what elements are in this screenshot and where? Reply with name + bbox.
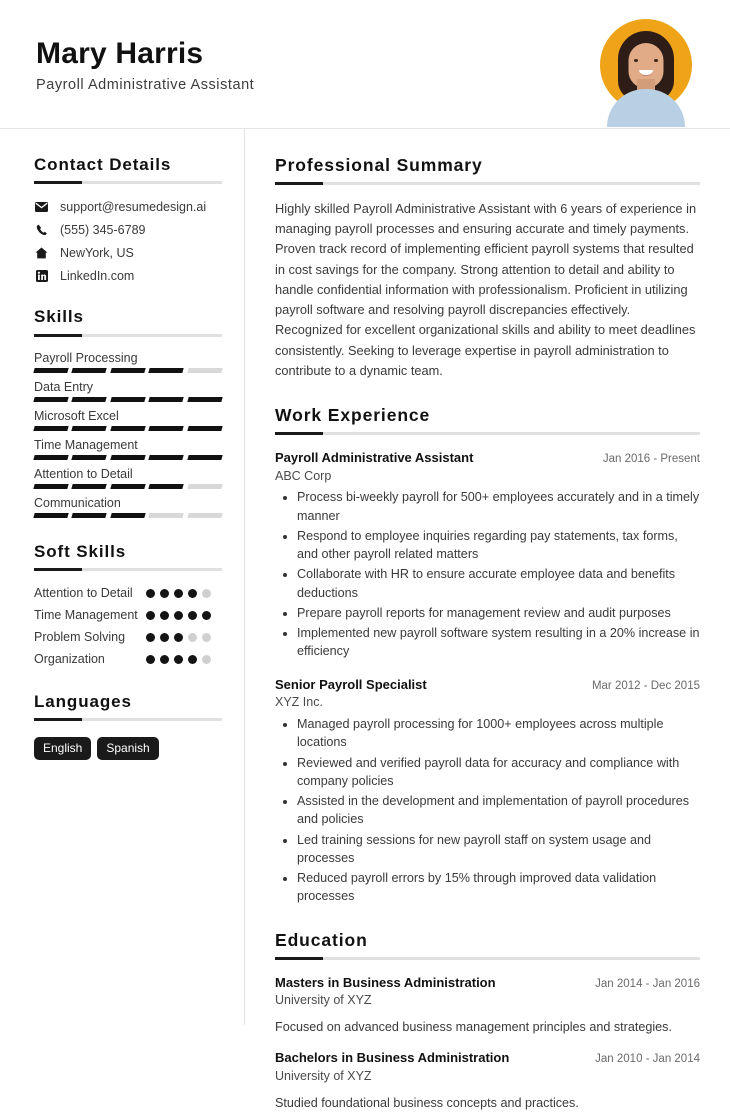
skill-bar-segment bbox=[72, 513, 108, 518]
work-entry-bullets bbox=[275, 715, 700, 906]
contact-item-email[interactable] bbox=[34, 200, 222, 214]
summary-heading-group bbox=[275, 155, 700, 185]
skill-bar-segment bbox=[110, 484, 146, 489]
header-job-title: Payroll Administrative Assistant bbox=[36, 77, 255, 94]
rating-dot bbox=[174, 655, 183, 664]
work-entry-role: Senior Payroll Specialist bbox=[275, 676, 427, 692]
languages-section bbox=[34, 692, 222, 761]
main-content bbox=[245, 129, 730, 1110]
rating-dot bbox=[160, 611, 169, 620]
work-experience-heading: Work Experience bbox=[275, 404, 431, 425]
section-underline bbox=[34, 568, 222, 571]
work-entry-role: Payroll Administrative Assistant bbox=[275, 449, 474, 465]
soft-skill-label: Attention to Detail bbox=[34, 586, 133, 601]
home-icon bbox=[34, 247, 49, 259]
envelope-icon bbox=[34, 202, 49, 212]
soft-skills-heading: Soft Skills bbox=[34, 541, 127, 561]
skill-label: Payroll Processing bbox=[34, 350, 138, 365]
education-entry bbox=[275, 974, 700, 1037]
soft-skill-item bbox=[34, 651, 222, 668]
rating-dot bbox=[188, 633, 197, 642]
contact-details-section bbox=[34, 155, 222, 283]
skill-bar-segment bbox=[33, 484, 69, 489]
skills-section bbox=[34, 307, 222, 517]
skill-bar-segment bbox=[110, 368, 146, 373]
rating-dot bbox=[160, 633, 169, 642]
education-list bbox=[275, 974, 700, 1112]
soft-skill-rating-dots bbox=[146, 585, 212, 598]
contact-linkedin-value: LinkedIn.com bbox=[60, 269, 135, 284]
contact-email-value: support@resumedesign.ai bbox=[60, 200, 207, 215]
education-entry-description: Focused on advanced business management principles and strategies. bbox=[275, 1019, 672, 1034]
education-entry-description: Studied foundational business concepts and practices. bbox=[275, 1095, 579, 1110]
phone-icon bbox=[34, 224, 49, 236]
soft-skill-label: Problem Solving bbox=[34, 629, 126, 644]
soft-skills-list bbox=[34, 585, 222, 668]
list-item: • Reduced payroll errors by 15% through improved data validation processes bbox=[297, 869, 700, 906]
language-pill: English bbox=[34, 737, 91, 760]
avatar-eye-right bbox=[654, 59, 658, 62]
list-item: • Collaborate with HR to ensure accurate employee data and benefits deductions bbox=[297, 565, 700, 602]
skill-bar-segment bbox=[149, 455, 185, 460]
list-item: • Respond to employee inquiries regarding pay statements, tax forms, and other payroll related matters bbox=[297, 527, 700, 564]
skill-bar-segment bbox=[33, 397, 69, 402]
work-entry-header bbox=[275, 676, 700, 694]
skill-bar-segment bbox=[149, 484, 185, 489]
education-entry-school: University of XYZ bbox=[275, 1068, 372, 1083]
linkedin-icon bbox=[34, 270, 49, 282]
education-entry-school: University of XYZ bbox=[275, 993, 372, 1008]
work-experience-section bbox=[275, 405, 700, 906]
work-entry bbox=[275, 676, 700, 906]
skill-bar-segment bbox=[72, 368, 108, 373]
work-heading-group bbox=[275, 405, 700, 435]
skill-bar-segment bbox=[187, 455, 223, 460]
skill-item bbox=[34, 496, 222, 518]
section-underline bbox=[275, 182, 700, 185]
education-section bbox=[275, 930, 700, 1112]
rating-dot bbox=[202, 655, 211, 664]
header-text-group bbox=[34, 37, 254, 94]
list-item: • Prepare payroll reports for management review and audit purposes bbox=[297, 604, 700, 622]
skill-item bbox=[34, 351, 222, 373]
rating-dot bbox=[188, 655, 197, 664]
contact-list bbox=[34, 200, 222, 283]
rating-dot bbox=[202, 611, 211, 620]
resume-header bbox=[0, 0, 730, 128]
work-entry-company: ABC Corp bbox=[275, 468, 332, 483]
languages-heading-group bbox=[34, 692, 222, 721]
skill-bar-segment bbox=[72, 484, 108, 489]
rating-dot bbox=[146, 589, 155, 598]
skill-bar-segment bbox=[149, 513, 185, 518]
skill-item bbox=[34, 409, 222, 431]
rating-dot bbox=[146, 611, 155, 620]
avatar-eye-left bbox=[634, 59, 638, 62]
skill-bar-segment bbox=[72, 426, 108, 431]
work-entry-header bbox=[275, 449, 700, 467]
list-item: • Reviewed and verified payroll data for accuracy and compliance with company policies bbox=[297, 754, 700, 791]
education-entry-header bbox=[275, 1049, 700, 1067]
section-underline bbox=[34, 334, 222, 337]
skill-bar-segment bbox=[187, 513, 223, 518]
soft-skill-item bbox=[34, 585, 222, 602]
education-entry-date: Jan 2010 - Jan 2014 bbox=[595, 1053, 700, 1066]
resume-columns bbox=[0, 129, 730, 1110]
rating-dot bbox=[174, 611, 183, 620]
skill-label: Microsoft Excel bbox=[34, 408, 119, 423]
rating-dot bbox=[174, 633, 183, 642]
skill-rating-bar bbox=[34, 426, 222, 431]
work-entry-date: Mar 2012 - Dec 2015 bbox=[591, 679, 700, 692]
soft-skill-rating-dots bbox=[146, 607, 212, 620]
skill-bar-segment bbox=[33, 426, 69, 431]
work-entry-bullets bbox=[275, 488, 700, 660]
page-title: Mary Harris bbox=[36, 36, 204, 70]
professional-summary-section bbox=[275, 155, 700, 381]
section-underline bbox=[34, 718, 222, 721]
rating-dot bbox=[174, 589, 183, 598]
work-experience-list bbox=[275, 449, 700, 906]
soft-skill-item bbox=[34, 607, 222, 624]
skill-label: Attention to Detail bbox=[34, 466, 133, 481]
skill-bar-segment bbox=[72, 455, 108, 460]
professional-summary-heading: Professional Summary bbox=[275, 155, 483, 175]
soft-skill-rating-dots bbox=[146, 629, 212, 642]
education-entry-header bbox=[275, 974, 700, 992]
language-pill: Spanish bbox=[97, 737, 158, 760]
skills-heading: Skills bbox=[34, 307, 84, 327]
skill-item bbox=[34, 467, 222, 489]
languages-list bbox=[34, 737, 222, 760]
skill-bar-segment bbox=[187, 397, 223, 402]
skill-bar-segment bbox=[33, 455, 69, 460]
skill-bar-segment bbox=[110, 455, 146, 460]
skill-label: Data Entry bbox=[34, 379, 94, 394]
skill-rating-bar bbox=[34, 397, 222, 402]
skill-bar-segment bbox=[187, 484, 223, 489]
profile-photo bbox=[600, 19, 692, 111]
skill-label: Time Management bbox=[34, 437, 138, 452]
sidebar bbox=[0, 129, 245, 1025]
avatar-shoulders bbox=[607, 89, 685, 127]
skill-bar-segment bbox=[187, 368, 223, 373]
education-heading: Education bbox=[275, 929, 368, 950]
skill-bar-segment bbox=[110, 426, 146, 431]
skill-bar-segment bbox=[33, 513, 69, 518]
contact-details-heading: Contact Details bbox=[34, 155, 172, 174]
skill-label: Communication bbox=[34, 495, 121, 510]
skill-rating-bar bbox=[34, 455, 222, 460]
list-item: • Process bi-weekly payroll for 500+ employees accurately and in a timely manner bbox=[297, 488, 700, 525]
skill-bar-segment bbox=[149, 426, 185, 431]
section-underline bbox=[275, 432, 700, 435]
list-item: • Managed payroll processing for 1000+ employees across multiple locations bbox=[297, 715, 700, 752]
rating-dot bbox=[146, 655, 155, 664]
skill-bar-segment bbox=[149, 368, 185, 373]
languages-heading: Languages bbox=[34, 691, 132, 711]
soft-skills-section bbox=[34, 542, 222, 668]
soft-skill-rating-dots bbox=[146, 651, 212, 664]
soft-skill-label: Organization bbox=[34, 651, 105, 666]
education-entry bbox=[275, 1049, 700, 1112]
list-item: • Led training sessions for new payroll staff on system usage and processes bbox=[297, 831, 700, 868]
skill-bar-segment bbox=[187, 426, 223, 431]
soft-skill-item bbox=[34, 629, 222, 646]
contact-item-linkedin[interactable] bbox=[34, 269, 222, 283]
rating-dot bbox=[188, 589, 197, 598]
rating-dot bbox=[160, 589, 169, 598]
skill-bar-segment bbox=[110, 397, 146, 402]
skill-bar-segment bbox=[72, 397, 108, 402]
skills-list bbox=[34, 351, 222, 518]
education-heading-group bbox=[275, 930, 700, 960]
contact-item-location[interactable] bbox=[34, 246, 222, 260]
skill-item bbox=[34, 438, 222, 460]
skill-item bbox=[34, 380, 222, 402]
contact-phone-value: (555) 345-6789 bbox=[60, 223, 146, 238]
rating-dot bbox=[202, 633, 211, 642]
education-entry-degree: Masters in Business Administration bbox=[275, 974, 496, 990]
rating-dot bbox=[160, 655, 169, 664]
rating-dot bbox=[202, 589, 211, 598]
contact-location-value: NewYork, US bbox=[60, 246, 134, 261]
professional-summary-text: Highly skilled Payroll Administrative Assistant with 6 years of experience in managing payroll processes and ensuring accurate and timely payments. Proven track record of implementing efficient payroll systems that resulted in cost savings for the company. Strong attention to detail and ability to handle confidential information with professionalism. Proficient in utilizing payroll software and resolving payroll discrepancies effectively. Recognized for excellent organizational skills and ability to meet deadlines consistently. Seeking to leverage expertise in payroll administration to contribute to a dynamic team. bbox=[275, 201, 697, 378]
soft-skill-label: Time Management bbox=[34, 608, 138, 623]
soft-skills-heading-group bbox=[34, 542, 222, 571]
skill-rating-bar bbox=[34, 513, 222, 518]
section-underline bbox=[34, 181, 222, 184]
list-item: • Assisted in the development and implementation of payroll procedures and policies bbox=[297, 792, 700, 829]
section-underline bbox=[275, 957, 700, 960]
skill-rating-bar bbox=[34, 484, 222, 489]
work-entry bbox=[275, 449, 700, 661]
skill-bar-segment bbox=[149, 397, 185, 402]
work-entry-date: Jan 2016 - Present bbox=[602, 452, 700, 465]
education-entry-date: Jan 2014 - Jan 2016 bbox=[595, 977, 700, 990]
contact-details-heading-group bbox=[34, 155, 222, 184]
skills-heading-group bbox=[34, 307, 222, 336]
contact-item-phone[interactable] bbox=[34, 223, 222, 237]
rating-dot bbox=[188, 611, 197, 620]
skill-bar-segment bbox=[33, 368, 69, 373]
education-entry-degree: Bachelors in Business Administration bbox=[275, 1050, 510, 1066]
skill-rating-bar bbox=[34, 368, 222, 373]
list-item: • Implemented new payroll software system resulting in a 20% increase in efficiency bbox=[297, 624, 700, 661]
work-entry-company: XYZ Inc. bbox=[275, 695, 323, 710]
skill-bar-segment bbox=[110, 513, 146, 518]
rating-dot bbox=[146, 633, 155, 642]
